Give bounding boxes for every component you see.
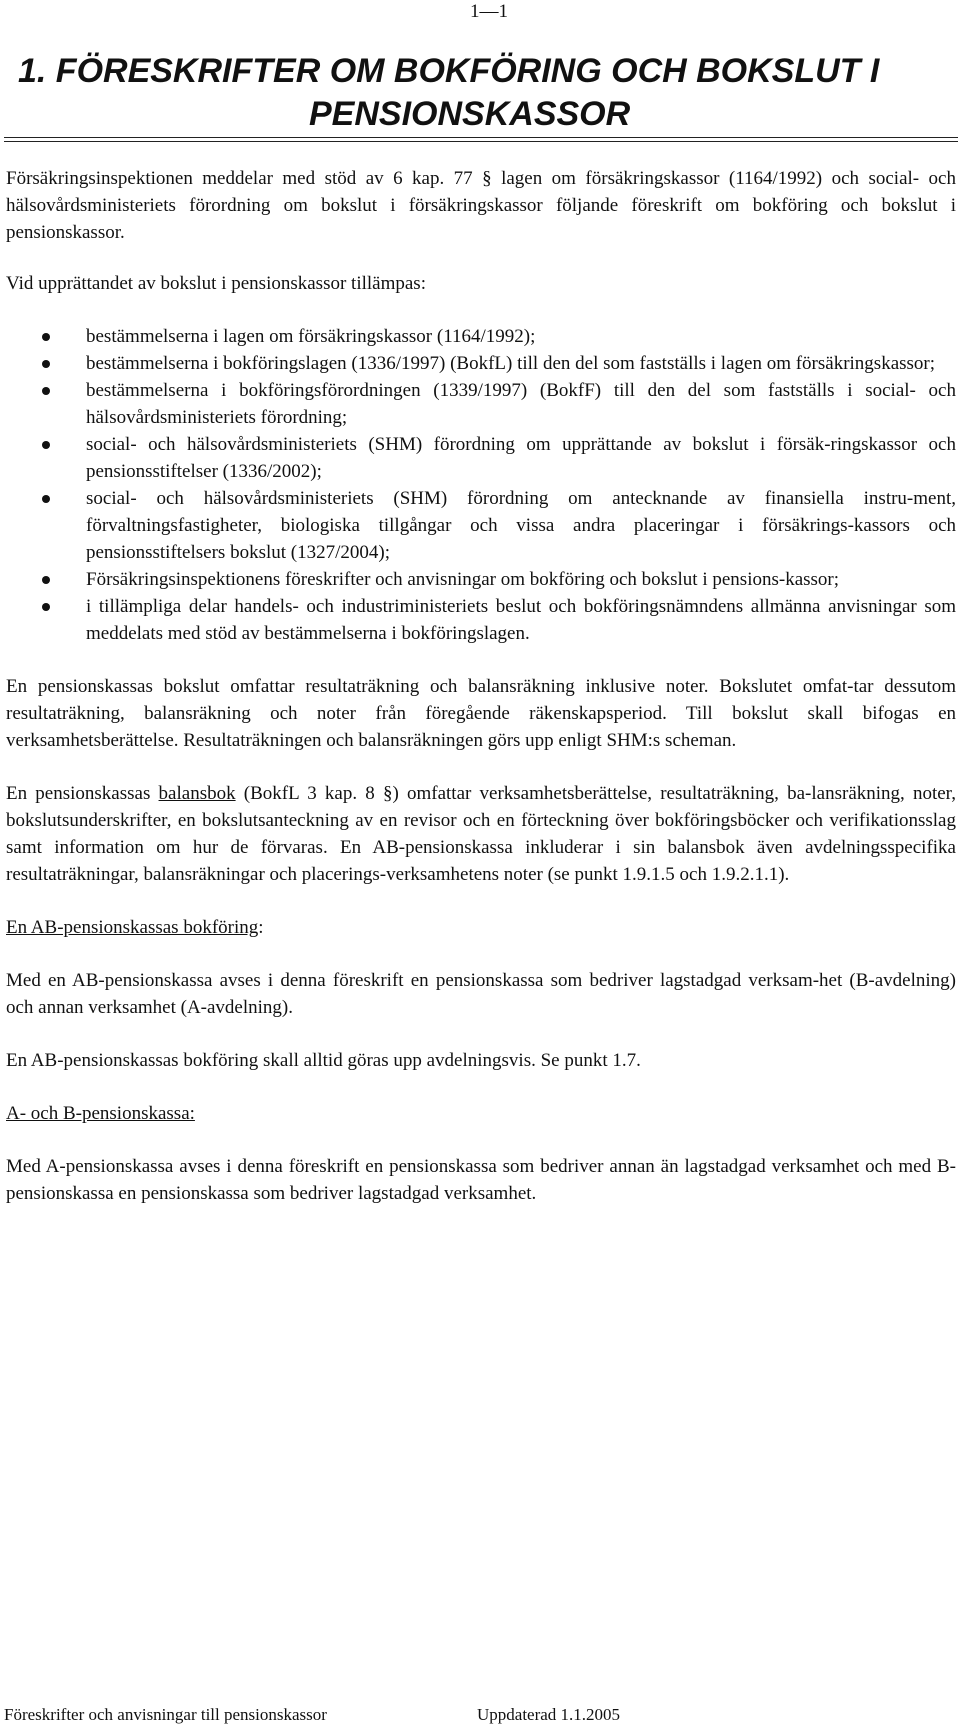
apply-lead-paragraph: Vid upprättandet av bokslut i pensionskassor tillämpas: <box>6 273 426 294</box>
list-item-text: bestämmelserna i lagen om försäkringskassor (1164/1992); <box>86 326 536 347</box>
a-b-paragraph: Med A-pensionskassa avses i denna föreskrift en pensionskassa som bedriver annan än lagstadgad verksamhet och med B-pensionskassa en pensionskassa som bedriver lagstadgad verksamhet. <box>6 1156 956 1204</box>
bokslut-paragraph: En pensionskassas bokslut omfattar resultaträkning och balansräkning inklusive noter. Bokslutet omfat-tar dessutom resultaträkning, balansräkning och noter från föregående räkenskapsperiod. Till bokslut skall bifogas en verksamhetsberättelse. Resultaträkningen och balansräkningen görs upp enligt SHM:s scheman. <box>6 676 956 751</box>
ab-paragraph-2: En AB-pensionskassas bokföring skall alltid göras upp avdelningsvis. Se punkt 1.7. <box>6 1050 641 1071</box>
regulation-list <box>6 323 956 647</box>
ab-paragraph-1: Med en AB-pensionskassa avses i denna föreskrift en pensionskassa som bedriver lagstadgad verksam-het (B-avdelning) och annan verksamhet (A-avdelning). <box>6 970 956 1018</box>
document-body <box>6 165 956 1207</box>
ab-heading <box>6 914 956 941</box>
a-b-heading-text: A- och B-pensionskassa: <box>6 1103 195 1124</box>
list-item <box>6 566 956 593</box>
bullet-icon <box>42 333 50 341</box>
ab-heading-text: En AB-pensionskassas bokföring <box>6 917 259 938</box>
page-title <box>18 50 938 136</box>
title-line-2: PENSIONSKASSOR <box>309 95 631 133</box>
list-item <box>6 431 956 485</box>
balansbok-text-after: (BokfL 3 kap. 8 §) omfattar verksamhetsberättelse, resultaträkning, ba-lansräkning, noter, bokslutsunderskrifter, en bokslutsanteckning av en revisor och en förteckning över bokföringsböcker och verifikationsslag samt information om hur de förvaras. En AB-pensionskassa inkluderar i sin balansbok även avdelningsspecifika resultaträkningar, balansräkningar och placerings-verksamhetens noter (se punkt 1.9.1.5 och 1.9.2.1.1). <box>6 783 956 885</box>
list-item-text: social- och hälsovårdsministeriets (SHM) förordning om upprättande av bokslut i försäk-ringskassor och pensionsstiftelser (1336/2002); <box>86 434 956 482</box>
intro-paragraph: Försäkringsinspektionen meddelar med stöd av 6 kap. 77 § lagen om försäkringskassor (1164/1992) och social- och hälsovårdsministeriets förordning om bokslut i försäkringskassor följande föreskrift om bokföring och bokslut i pensionskassor. <box>6 168 956 243</box>
bullet-icon <box>42 360 50 368</box>
a-b-heading <box>6 1100 956 1127</box>
title-divider <box>4 137 958 142</box>
balansbok-term: balansbok <box>158 783 236 804</box>
list-item <box>6 323 956 350</box>
balansbok-text-before: En pensionskassas <box>6 783 159 804</box>
list-item-text: bestämmelserna i bokföringslagen (1336/1997) (BokfL) till den del som fastställs i lagen om försäkringskassor; <box>86 353 936 374</box>
bullet-icon <box>42 387 50 395</box>
footer-right: Uppdaterad 1.1.2005 <box>477 1705 621 1724</box>
list-item-text: social- och hälsovårdsministeriets (SHM) förordning om antecknande av finansiella instru-ment, förvaltningsfastigheter, biologiska tillgångar och vissa andra placeringar i försäkrings-kassors och pensionsstiftelsers bokslut (1327/2004); <box>86 488 956 563</box>
list-item <box>6 350 956 377</box>
bullet-icon <box>42 495 50 503</box>
list-item <box>6 377 956 431</box>
list-item-text: bestämmelserna i bokföringsförordningen (1339/1997) (BokfF) till den del som fastställs i social- och hälsovårdsministeriets förordning; <box>86 380 956 428</box>
list-item <box>6 593 956 647</box>
list-item-text: i tillämpliga delar handels- och industriministeriets beslut och bokföringsnämndens allmänna anvisningar som meddelats med stöd av bestämmelserna i bokföringslagen. <box>86 596 956 644</box>
bullet-icon <box>42 603 50 611</box>
ab-heading-colon: : <box>258 917 264 938</box>
bullet-icon <box>42 576 50 584</box>
page-number: 1—1 <box>470 1 508 22</box>
list-item-text: Försäkringsinspektionens föreskrifter och anvisningar om bokföring och bokslut i pensions-kassor; <box>86 569 840 590</box>
list-item <box>6 485 956 566</box>
title-line-1: 1. FÖRESKRIFTER OM BOKFÖRING OCH BOKSLUT I <box>18 52 880 90</box>
balansbok-paragraph <box>6 780 956 888</box>
footer-left: Föreskrifter och anvisningar till pensionskassor <box>4 1705 327 1724</box>
bullet-icon <box>42 441 50 449</box>
